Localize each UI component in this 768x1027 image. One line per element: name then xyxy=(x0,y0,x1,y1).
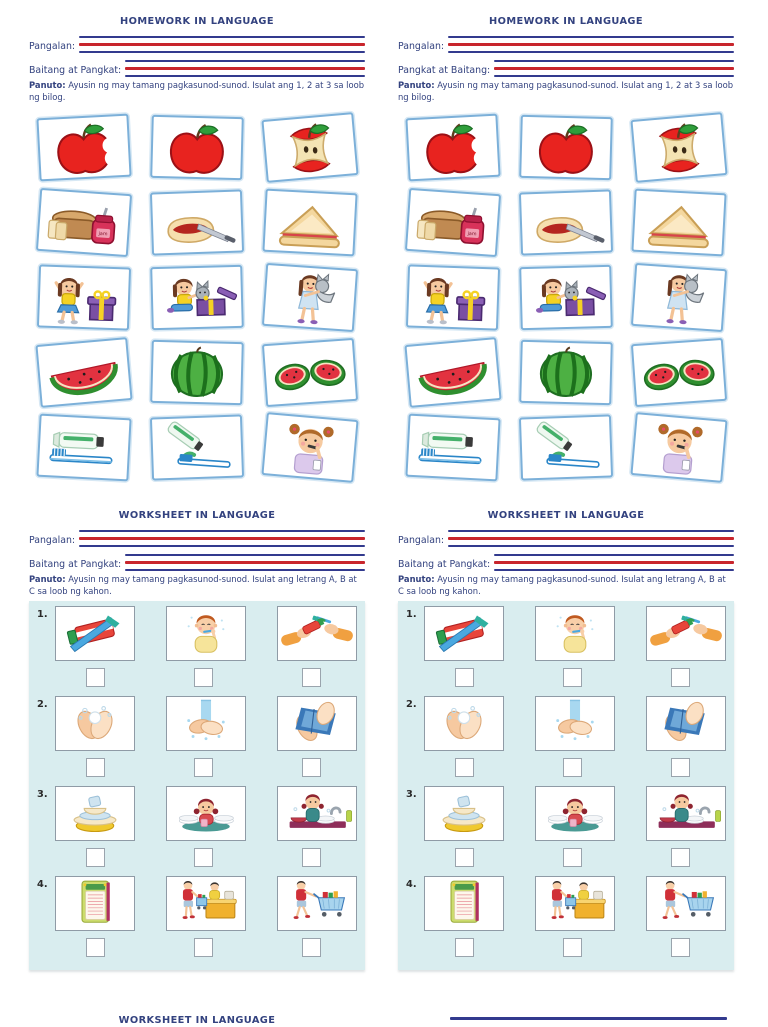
item-number: 4. xyxy=(406,879,417,890)
sequence-pictures xyxy=(406,606,726,661)
blank-rule-navy xyxy=(79,530,365,532)
answer-box xyxy=(194,938,213,957)
page-title: WORKSHEET IN LANGUAGE xyxy=(118,510,276,521)
jam-sandwich-icon xyxy=(636,193,723,252)
blank-rule-red xyxy=(125,561,365,563)
girl-with-gift-card xyxy=(37,264,131,330)
boy-brushing-teeth-icon xyxy=(169,609,243,658)
name-blank-lines xyxy=(79,530,365,547)
instructions xyxy=(29,80,365,103)
sequence-item-row xyxy=(37,696,357,783)
jam-sandwich-card xyxy=(631,189,726,257)
item-number: 4. xyxy=(37,879,48,890)
answer-box xyxy=(302,758,321,777)
paying-at-counter-card xyxy=(166,876,246,931)
grocery-list-card xyxy=(424,876,504,931)
worksheet-page-right xyxy=(398,510,734,970)
page-title: HOMEWORK IN LANGUAGE xyxy=(489,16,643,27)
watermelon-halves-card xyxy=(631,338,727,407)
picture-row xyxy=(407,110,725,185)
whole-apple-icon xyxy=(154,119,239,176)
name-field-label: Pangalan: xyxy=(29,41,76,52)
page-title: WORKSHEET IN LANGUAGE xyxy=(487,510,645,521)
picture-row xyxy=(407,335,725,410)
answer-box xyxy=(302,848,321,867)
blank-rule-navy xyxy=(125,75,365,77)
answer-box xyxy=(455,938,474,957)
boy-brushing-teeth-card xyxy=(535,606,615,661)
pushing-shopping-cart-card xyxy=(277,876,357,931)
blank-rule-navy xyxy=(448,51,734,53)
sequence-item-row xyxy=(406,786,726,873)
item-number: 3. xyxy=(406,789,417,800)
girl-holding-cat-card xyxy=(262,263,358,332)
boy-brushing-teeth-icon xyxy=(538,609,612,658)
answer-box xyxy=(671,848,690,867)
blank-rule-navy xyxy=(79,51,365,53)
grade-section-field-label: Pangkat at Baitang: xyxy=(398,65,491,76)
grade-section-blank-lines xyxy=(494,554,734,571)
bread-and-jam-jar-icon xyxy=(40,192,128,253)
picture-row xyxy=(38,110,356,185)
apple-core-icon xyxy=(266,116,354,178)
grocery-list-card xyxy=(55,876,135,931)
name-blank-lines xyxy=(79,36,365,53)
name-field-label: Pangalan: xyxy=(29,535,76,546)
toothbrush-and-toothpaste-card xyxy=(405,414,500,482)
bread-and-jam-jar-card xyxy=(36,188,132,257)
sequencing-exercise-area xyxy=(398,601,734,970)
answer-box xyxy=(563,848,582,867)
answer-boxes xyxy=(37,841,357,873)
sequence-pictures xyxy=(37,696,357,751)
sequence-pictures xyxy=(37,876,357,931)
girl-opening-gift-card xyxy=(519,265,613,330)
toothpaste-and-brush-card xyxy=(55,606,135,661)
answer-boxes xyxy=(406,931,726,963)
girl-with-clean-dishes-icon xyxy=(538,789,612,838)
toothpaste-and-brush-icon xyxy=(58,609,132,658)
answer-box xyxy=(455,758,474,777)
answer-box xyxy=(671,938,690,957)
homework-page-right xyxy=(398,16,734,485)
girl-washing-dishes-icon xyxy=(280,789,354,838)
boy-brushing-teeth-card xyxy=(166,606,246,661)
watermelon-halves-card xyxy=(262,338,358,407)
answer-box xyxy=(563,668,582,687)
pushing-shopping-cart-icon xyxy=(280,879,354,928)
paying-at-counter-card xyxy=(535,876,615,931)
blank-rule-navy xyxy=(79,36,365,38)
hands-applying-toothpaste-icon xyxy=(280,609,354,658)
girl-with-gift-icon xyxy=(410,269,496,327)
sequence-pictures xyxy=(406,786,726,841)
sequence-item-row xyxy=(37,786,357,873)
sequence-item-row xyxy=(406,606,726,693)
girl-holding-cat-icon xyxy=(266,267,354,328)
answer-box xyxy=(563,938,582,957)
blank-rule-red xyxy=(125,67,365,69)
dirty-dishes-stack-icon xyxy=(58,789,132,838)
answer-box xyxy=(671,668,690,687)
instructions-text: Ayusin ng may tamang pagkasunod-sunod. Isulat ang letrang A, B at C sa loob ng kahon. xyxy=(29,574,357,596)
worksheet-page-left xyxy=(29,510,365,970)
bitten-apple-icon xyxy=(41,118,128,177)
item-number: 2. xyxy=(406,699,417,710)
watermelon-halves-icon xyxy=(266,342,354,403)
toothbrush-and-toothpaste-icon xyxy=(410,418,497,477)
whole-apple-icon xyxy=(523,119,608,176)
name-field xyxy=(398,33,734,53)
dirty-dishes-stack-card xyxy=(424,786,504,841)
answer-boxes xyxy=(37,751,357,783)
girl-opening-gift-icon xyxy=(154,269,239,326)
grade-section-field xyxy=(29,57,365,77)
item-number: 1. xyxy=(37,609,48,620)
grade-section-field xyxy=(398,57,734,77)
washing-hands-soap-card xyxy=(424,696,504,751)
instructions-label: Panuto: xyxy=(29,574,66,584)
bitten-apple-card xyxy=(405,114,500,182)
sequence-item-row xyxy=(37,606,357,693)
toothpaste-on-brush-icon xyxy=(523,419,609,477)
answer-box xyxy=(194,668,213,687)
answer-boxes xyxy=(406,661,726,693)
girl-with-clean-dishes-card xyxy=(535,786,615,841)
blank-rule-navy xyxy=(125,569,365,571)
pushing-shopping-cart-icon xyxy=(649,879,723,928)
blank-rule-navy xyxy=(448,545,734,547)
watermelon-slice-card xyxy=(404,337,501,408)
item-number: 1. xyxy=(406,609,417,620)
girl-with-gift-card xyxy=(406,264,500,330)
girl-with-clean-dishes-icon xyxy=(169,789,243,838)
washing-hands-soap-icon xyxy=(58,699,132,748)
whole-watermelon-card xyxy=(519,340,613,405)
apple-core-card xyxy=(261,112,358,183)
answer-boxes xyxy=(37,661,357,693)
name-field-label: Pangalan: xyxy=(398,41,445,52)
bread-slice-with-jam-card xyxy=(150,189,244,255)
answer-box xyxy=(455,848,474,867)
girl-brushing-teeth-card xyxy=(261,412,358,483)
name-blank-lines xyxy=(448,36,734,53)
grade-section-field-label: Baitang at Pangkat: xyxy=(398,559,491,570)
bitten-apple-icon xyxy=(410,118,497,177)
watermelon-slice-icon xyxy=(409,341,497,403)
blank-rule-navy xyxy=(79,545,365,547)
rinsing-hands-water-icon xyxy=(169,699,243,748)
grocery-list-icon xyxy=(427,879,501,928)
toothpaste-and-brush-card xyxy=(424,606,504,661)
sequence-item-row xyxy=(406,876,726,963)
instructions-text: Ayusin ng may tamang pagkasunod-sunod. Isulat ang 1, 2 at 3 sa loob ng bilog. xyxy=(29,80,365,102)
grade-section-blank-lines xyxy=(125,554,365,571)
hands-applying-toothpaste-icon xyxy=(649,609,723,658)
whole-watermelon-icon xyxy=(154,344,239,401)
svg-text:jam: jam xyxy=(98,230,108,238)
girl-opening-gift-icon xyxy=(523,269,608,326)
girl-brushing-teeth-icon xyxy=(266,416,354,478)
item-number: 3. xyxy=(37,789,48,800)
answer-box xyxy=(86,668,105,687)
instructions-label: Panuto: xyxy=(398,80,435,90)
picture-row xyxy=(407,260,725,335)
instructions-text: Ayusin ng may tamang pagkasunod-sunod. Isulat ang 1, 2 at 3 sa loob ng bilog. xyxy=(398,80,734,102)
toothbrush-and-toothpaste-card xyxy=(36,414,131,482)
whole-apple-card xyxy=(519,115,613,180)
blank-rule-navy xyxy=(494,569,734,571)
sequence-pictures xyxy=(406,876,726,931)
rinsing-hands-water-card xyxy=(535,696,615,751)
girl-with-gift-icon xyxy=(41,269,127,327)
blank-rule-navy xyxy=(494,554,734,556)
blank-rule-red xyxy=(494,561,734,563)
blank-rule-navy xyxy=(494,75,734,77)
blank-rule-red xyxy=(448,43,734,45)
bread-slice-with-jam-icon xyxy=(154,194,240,252)
sequencing-exercise-area xyxy=(29,601,365,970)
grade-section-field-label: Baitang at Pangkat: xyxy=(29,559,122,570)
instructions-label: Panuto: xyxy=(398,574,435,584)
name-blank-lines xyxy=(448,530,734,547)
bread-slice-with-jam-icon xyxy=(523,194,609,252)
page-title: HOMEWORK IN LANGUAGE xyxy=(120,16,274,27)
jam-sandwich-card xyxy=(262,189,357,257)
girl-with-clean-dishes-card xyxy=(166,786,246,841)
picture-card-grid xyxy=(29,110,365,485)
answer-boxes xyxy=(37,931,357,963)
hands-applying-toothpaste-card xyxy=(646,606,726,661)
grade-section-blank-lines xyxy=(494,60,734,77)
drying-hands-towel-icon xyxy=(649,699,723,748)
answer-box xyxy=(563,758,582,777)
paying-at-counter-icon xyxy=(538,879,612,928)
toothbrush-and-toothpaste-icon xyxy=(41,418,128,477)
jam-sandwich-icon xyxy=(267,193,354,252)
watermelon-slice-icon xyxy=(40,341,128,403)
girl-washing-dishes-icon xyxy=(649,789,723,838)
apple-core-card xyxy=(630,112,727,183)
picture-row xyxy=(38,410,356,485)
blank-rule-red xyxy=(79,43,365,45)
rinsing-hands-water-icon xyxy=(538,699,612,748)
picture-row xyxy=(38,260,356,335)
sequence-pictures xyxy=(37,786,357,841)
bitten-apple-card xyxy=(36,114,131,182)
answer-box xyxy=(302,668,321,687)
blank-rule-navy xyxy=(125,60,365,62)
sequence-item-row xyxy=(406,696,726,783)
girl-holding-cat-card xyxy=(631,263,727,332)
apple-core-icon xyxy=(635,116,723,178)
answer-box xyxy=(86,848,105,867)
instructions xyxy=(398,80,734,103)
instructions xyxy=(398,574,734,597)
next-page-rule-partial xyxy=(450,1017,727,1020)
girl-brushing-teeth-icon xyxy=(635,416,723,478)
grade-section-field xyxy=(29,551,365,571)
bread-and-jam-jar-card xyxy=(405,188,501,257)
toothpaste-and-brush-icon xyxy=(427,609,501,658)
instructions-label: Panuto: xyxy=(29,80,66,90)
toothpaste-on-brush-icon xyxy=(154,419,240,477)
instructions-text: Ayusin ng may tamang pagkasunod-sunod. Isulat ang letrang A, B at C sa loob ng kahon. xyxy=(398,574,726,596)
whole-watermelon-icon xyxy=(523,344,608,401)
washing-hands-soap-card xyxy=(55,696,135,751)
name-field xyxy=(29,33,365,53)
drying-hands-towel-card xyxy=(646,696,726,751)
name-field-label: Pangalan: xyxy=(398,535,445,546)
next-page-title-partial: WORKSHEET IN LANGUAGE xyxy=(118,1015,276,1026)
answer-box xyxy=(194,848,213,867)
girl-washing-dishes-card xyxy=(277,786,357,841)
paying-at-counter-icon xyxy=(169,879,243,928)
answer-boxes xyxy=(406,841,726,873)
girl-brushing-teeth-card xyxy=(630,412,727,483)
watermelon-halves-icon xyxy=(635,342,723,403)
blank-rule-red xyxy=(494,67,734,69)
sequence-pictures xyxy=(406,696,726,751)
homework-page-left xyxy=(29,16,365,485)
grade-section-blank-lines xyxy=(125,60,365,77)
washing-hands-soap-icon xyxy=(427,699,501,748)
girl-washing-dishes-card xyxy=(646,786,726,841)
picture-row xyxy=(38,185,356,260)
name-field xyxy=(398,527,734,547)
drying-hands-towel-icon xyxy=(280,699,354,748)
rinsing-hands-water-card xyxy=(166,696,246,751)
name-field xyxy=(29,527,365,547)
blank-rule-red xyxy=(448,537,734,539)
toothpaste-on-brush-card xyxy=(519,414,613,480)
girl-opening-gift-card xyxy=(150,265,244,330)
answer-box xyxy=(455,668,474,687)
answer-box xyxy=(86,938,105,957)
grade-section-field-label: Baitang at Pangkat: xyxy=(29,65,122,76)
grade-section-field xyxy=(398,551,734,571)
item-number: 2. xyxy=(37,699,48,710)
pushing-shopping-cart-card xyxy=(646,876,726,931)
watermelon-slice-card xyxy=(35,337,132,408)
girl-holding-cat-icon xyxy=(635,267,723,328)
sequence-item-row xyxy=(37,876,357,963)
answer-box xyxy=(671,758,690,777)
blank-rule-navy xyxy=(448,36,734,38)
picture-card-grid xyxy=(398,110,734,485)
answer-box xyxy=(194,758,213,777)
answer-box xyxy=(302,938,321,957)
whole-apple-card xyxy=(150,115,244,180)
dirty-dishes-stack-card xyxy=(55,786,135,841)
picture-row xyxy=(407,410,725,485)
blank-rule-red xyxy=(79,537,365,539)
drying-hands-towel-card xyxy=(277,696,357,751)
instructions xyxy=(29,574,365,597)
blank-rule-navy xyxy=(448,530,734,532)
picture-row xyxy=(38,335,356,410)
bread-slice-with-jam-card xyxy=(519,189,613,255)
answer-boxes xyxy=(406,751,726,783)
blank-rule-navy xyxy=(494,60,734,62)
bread-and-jam-jar-icon xyxy=(409,192,497,253)
dirty-dishes-stack-icon xyxy=(427,789,501,838)
svg-text:jam: jam xyxy=(467,230,477,238)
answer-box xyxy=(86,758,105,777)
sequence-pictures xyxy=(37,606,357,661)
toothpaste-on-brush-card xyxy=(150,414,244,480)
whole-watermelon-card xyxy=(150,340,244,405)
picture-row xyxy=(407,185,725,260)
blank-rule-navy xyxy=(125,554,365,556)
grocery-list-icon xyxy=(58,879,132,928)
hands-applying-toothpaste-card xyxy=(277,606,357,661)
